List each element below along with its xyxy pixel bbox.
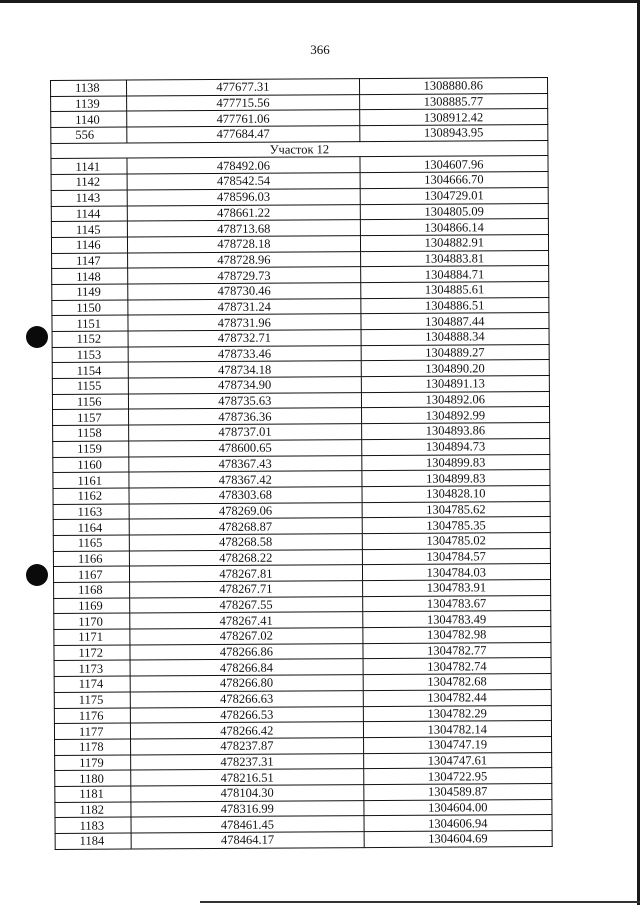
x-coordinate-cell: 478267.71	[130, 581, 363, 598]
y-coordinate-cell: 1304890.20	[361, 360, 549, 377]
y-coordinate-cell: 1308943.95	[359, 125, 547, 142]
point-number-cell: 1156	[52, 394, 128, 410]
x-coordinate-cell: 478734.18	[128, 361, 361, 378]
y-coordinate-cell: 1304604.00	[363, 799, 551, 816]
x-coordinate-cell: 478266.84	[130, 659, 363, 676]
point-number-cell: 1164	[53, 519, 129, 535]
point-number-cell: 1168	[54, 582, 130, 598]
x-coordinate-cell: 478464.17	[131, 832, 364, 849]
x-coordinate-cell: 478713.68	[128, 220, 361, 237]
x-coordinate-cell: 478267.41	[130, 612, 363, 629]
x-coordinate-cell: 478303.68	[129, 486, 362, 503]
y-coordinate-cell: 1304782.98	[362, 627, 550, 644]
x-coordinate-cell: 478492.06	[127, 157, 360, 174]
point-number-cell: 1184	[55, 833, 131, 849]
x-coordinate-cell: 478736.36	[129, 408, 362, 425]
y-coordinate-cell: 1304606.94	[364, 815, 552, 832]
y-coordinate-cell: 1308912.42	[359, 109, 547, 126]
point-number-cell: 1173	[54, 660, 130, 676]
y-coordinate-cell: 1304892.06	[361, 391, 549, 408]
y-coordinate-cell: 1304785.35	[362, 517, 550, 534]
x-coordinate-cell: 478733.46	[128, 345, 361, 362]
x-coordinate-cell: 478729.73	[128, 267, 361, 284]
x-coordinate-cell: 477761.06	[127, 110, 360, 127]
x-coordinate-cell: 478237.31	[131, 753, 364, 770]
y-coordinate-cell: 1304887.44	[361, 313, 549, 330]
point-number-cell: 1179	[55, 755, 131, 771]
y-coordinate-cell: 1304729.01	[360, 187, 548, 204]
point-number-cell: 556	[51, 127, 127, 143]
y-coordinate-cell: 1308880.86	[359, 77, 547, 94]
x-coordinate-cell: 478735.63	[129, 392, 362, 409]
x-coordinate-cell: 478216.51	[131, 769, 364, 786]
x-coordinate-cell: 478737.01	[129, 424, 362, 441]
point-number-cell: 1178	[55, 739, 131, 755]
y-coordinate-cell: 1304892.99	[361, 407, 549, 424]
x-coordinate-cell: 478731.24	[128, 298, 361, 315]
point-number-cell: 1182	[55, 802, 131, 818]
x-coordinate-cell: 478266.80	[130, 675, 363, 692]
y-coordinate-cell: 1304891.13	[361, 376, 549, 393]
point-number-cell: 1161	[53, 472, 129, 488]
point-number-cell: 1155	[52, 378, 128, 394]
coordinates-table	[50, 77, 553, 850]
y-coordinate-cell: 1304884.71	[360, 266, 548, 283]
punch-hole	[26, 564, 48, 586]
point-number-cell: 1143	[51, 190, 127, 206]
x-coordinate-cell: 478367.42	[129, 471, 362, 488]
x-coordinate-cell: 478734.90	[128, 377, 361, 394]
point-number-cell: 1141	[51, 158, 127, 174]
y-coordinate-cell: 1304783.49	[362, 611, 550, 628]
y-coordinate-cell: 1304782.77	[363, 642, 551, 659]
point-number-cell: 1165	[53, 535, 129, 551]
point-number-cell: 1174	[54, 676, 130, 692]
point-number-cell: 1159	[53, 441, 129, 457]
point-number-cell: 1172	[54, 645, 130, 661]
x-coordinate-cell: 478266.53	[130, 706, 363, 723]
y-coordinate-cell: 1304885.61	[360, 281, 548, 298]
y-coordinate-cell: 1304888.34	[361, 328, 549, 345]
x-coordinate-cell: 478732.71	[128, 330, 361, 347]
y-coordinate-cell: 1304782.74	[363, 658, 551, 675]
y-coordinate-cell: 1304785.02	[362, 532, 550, 549]
point-number-cell: 1145	[51, 221, 127, 237]
point-number-cell: 1152	[52, 331, 128, 347]
x-coordinate-cell: 478267.55	[130, 596, 363, 613]
point-number-cell: 1167	[53, 566, 129, 582]
point-number-cell: 1180	[55, 770, 131, 786]
y-coordinate-cell: 1304894.73	[361, 438, 549, 455]
y-coordinate-cell: 1304886.51	[360, 297, 548, 314]
x-coordinate-cell: 478237.87	[131, 737, 364, 754]
y-coordinate-cell: 1304782.14	[363, 721, 551, 738]
y-coordinate-cell: 1304589.87	[363, 783, 551, 800]
y-coordinate-cell: 1308885.77	[359, 93, 547, 110]
y-coordinate-cell: 1304866.14	[360, 219, 548, 236]
x-coordinate-cell: 478104.30	[131, 785, 364, 802]
x-coordinate-cell: 478730.46	[128, 283, 361, 300]
x-coordinate-cell: 478600.65	[129, 439, 362, 456]
point-number-cell: 1144	[51, 206, 127, 222]
point-number-cell: 1169	[54, 598, 130, 614]
punch-hole	[26, 326, 48, 348]
x-coordinate-cell: 478267.02	[130, 628, 363, 645]
x-coordinate-cell: 477677.31	[127, 79, 360, 96]
point-number-cell: 1175	[54, 692, 130, 708]
point-number-cell: 1158	[53, 425, 129, 441]
point-number-cell: 1138	[51, 80, 127, 96]
y-coordinate-cell: 1304889.27	[361, 344, 549, 361]
x-coordinate-cell: 478596.03	[127, 188, 360, 205]
x-coordinate-cell: 478266.63	[130, 690, 363, 707]
point-number-cell: 1162	[53, 488, 129, 504]
point-number-cell: 1140	[51, 111, 127, 127]
point-number-cell: 1151	[52, 315, 128, 331]
table-body-after-section	[51, 156, 552, 849]
point-number-cell: 1149	[52, 284, 128, 300]
y-coordinate-cell: 1304666.70	[360, 172, 548, 189]
y-coordinate-cell: 1304883.81	[360, 250, 548, 267]
page-number: 366	[310, 42, 330, 57]
point-number-cell: 1166	[53, 551, 129, 567]
x-coordinate-cell: 478267.81	[130, 565, 363, 582]
x-coordinate-cell: 478661.22	[127, 204, 360, 221]
point-number-cell: 1142	[51, 174, 127, 190]
point-number-cell: 1148	[52, 268, 128, 284]
y-coordinate-cell: 1304782.44	[363, 689, 551, 706]
point-number-cell: 1150	[52, 300, 128, 316]
y-coordinate-cell: 1304882.91	[360, 234, 548, 251]
y-coordinate-cell: 1304783.91	[362, 579, 550, 596]
x-coordinate-cell: 478461.45	[131, 816, 364, 833]
table-body-before-section	[51, 77, 548, 143]
point-number-cell: 1154	[52, 362, 128, 378]
scan-border-top	[0, 0, 640, 3]
point-number-cell: 1163	[53, 504, 129, 520]
point-number-cell: 1139	[51, 96, 127, 112]
x-coordinate-cell: 478266.86	[130, 643, 363, 660]
y-coordinate-cell: 1304828.10	[362, 485, 550, 502]
x-coordinate-cell: 477715.56	[127, 94, 360, 111]
y-coordinate-cell: 1304604.69	[364, 830, 552, 847]
point-number-cell: 1176	[54, 708, 130, 724]
table-row	[55, 830, 552, 849]
y-coordinate-cell: 1304722.95	[363, 768, 551, 785]
x-coordinate-cell: 478268.22	[130, 549, 363, 566]
point-number-cell: 1181	[55, 786, 131, 802]
y-coordinate-cell: 1304782.29	[363, 705, 551, 722]
y-coordinate-cell: 1304783.67	[362, 595, 550, 612]
point-number-cell: 1146	[51, 237, 127, 253]
x-coordinate-cell: 478542.54	[127, 173, 360, 190]
y-coordinate-cell: 1304805.09	[360, 203, 548, 220]
scan-border-bottom	[200, 901, 640, 903]
y-coordinate-cell: 1304782.68	[363, 674, 551, 691]
x-coordinate-cell: 478268.87	[129, 518, 362, 535]
point-number-cell: 1171	[54, 629, 130, 645]
point-number-cell: 1177	[54, 723, 130, 739]
y-coordinate-cell: 1304747.19	[363, 736, 551, 753]
point-number-cell: 1170	[54, 613, 130, 629]
point-number-cell: 1157	[53, 409, 129, 425]
y-coordinate-cell: 1304607.96	[360, 156, 548, 173]
x-coordinate-cell: 478728.96	[128, 251, 361, 268]
x-coordinate-cell: 478731.96	[128, 314, 361, 331]
y-coordinate-cell: 1304784.03	[362, 564, 550, 581]
x-coordinate-cell: 478728.18	[128, 235, 361, 252]
y-coordinate-cell: 1304899.83	[361, 454, 549, 471]
x-coordinate-cell: 478316.99	[131, 800, 364, 817]
point-number-cell: 1183	[55, 817, 131, 833]
y-coordinate-cell: 1304785.62	[362, 501, 550, 518]
y-coordinate-cell: 1304899.83	[361, 470, 549, 487]
y-coordinate-cell: 1304784.57	[362, 548, 550, 565]
x-coordinate-cell: 478266.42	[131, 722, 364, 739]
x-coordinate-cell: 478269.06	[129, 502, 362, 519]
x-coordinate-cell: 478268.58	[129, 534, 362, 551]
point-number-cell: 1147	[52, 253, 128, 269]
y-coordinate-cell: 1304893.86	[361, 423, 549, 440]
point-number-cell: 1160	[53, 457, 129, 473]
y-coordinate-cell: 1304747.61	[363, 752, 551, 769]
point-number-cell: 1153	[52, 347, 128, 363]
x-coordinate-cell: 478367.43	[129, 455, 362, 472]
section-title: Участок 12	[51, 140, 548, 159]
x-coordinate-cell: 477684.47	[127, 126, 360, 143]
